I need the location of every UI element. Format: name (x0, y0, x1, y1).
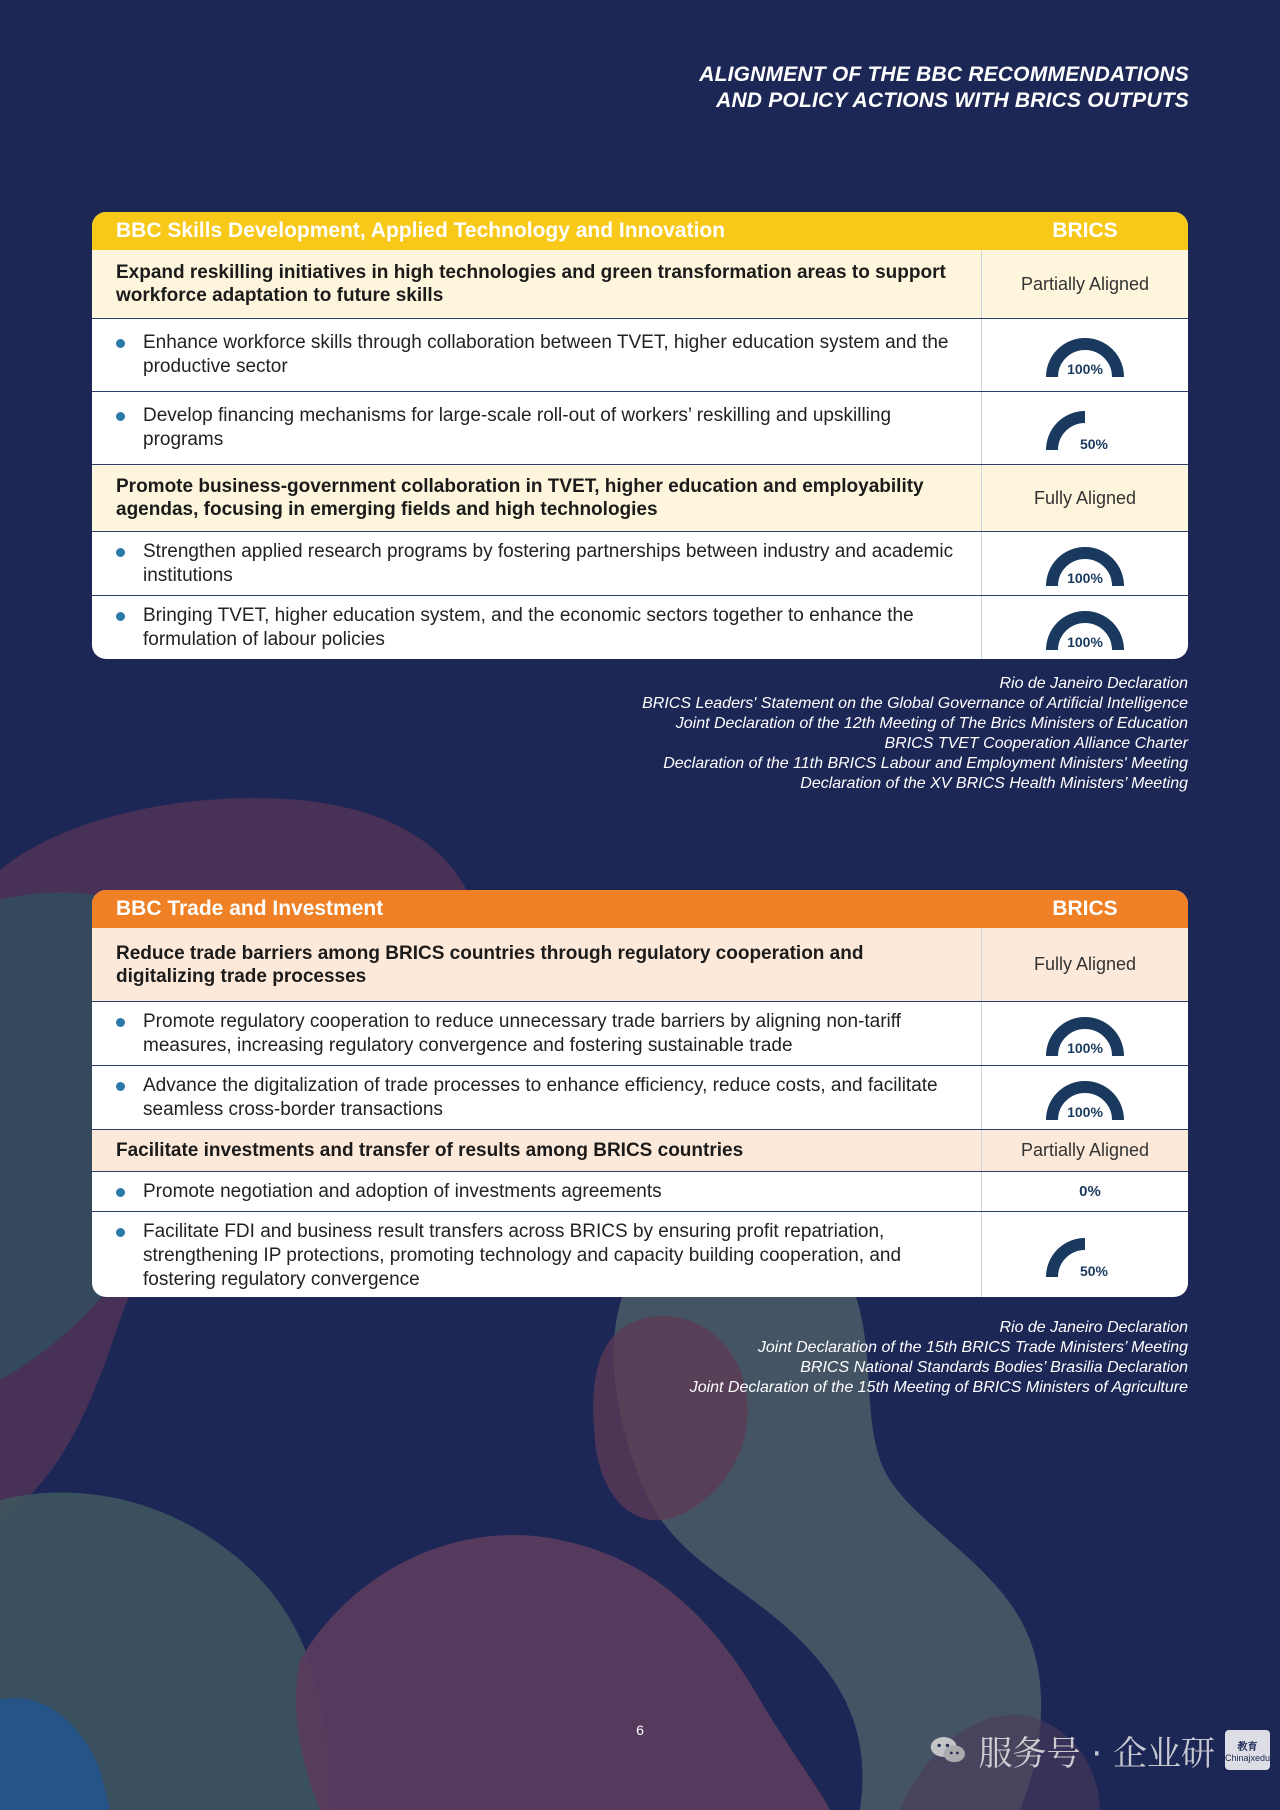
progress-label: 100% (1067, 1103, 1103, 1120)
source-reference: BRICS Leaders' Statement on the Global Governance of Artificial Intelligence (642, 695, 1188, 712)
recommendation-text: Promote business-government collaboration in TVET, higher education and employability agendas, focusing in emerging fields and high technologies (92, 465, 982, 531)
policy-action-text: Strengthen applied research programs by fostering partnerships between industry and academic institutions (143, 541, 954, 586)
source-reference: Joint Declaration of the 15th BRICS Trade Ministers’ Meeting (757, 1339, 1188, 1356)
policy-action-row (92, 1171, 1188, 1211)
source-reference: Declaration of the XV BRICS Health Ministers’ Meeting (800, 775, 1188, 792)
brics-column-header: BRICS (1052, 897, 1118, 920)
bullet-icon (116, 612, 125, 621)
category-title: BBC Trade and Investment (116, 897, 384, 920)
policy-action-text: Develop financing mechanisms for large-scale roll-out of workers’ reskilling and upskilling programs (143, 405, 892, 450)
bullet-icon (116, 412, 125, 421)
progress-gauge (1040, 540, 1130, 588)
sources-list (690, 1318, 1188, 1398)
source-reference: Joint Declaration of the 15th Meeting of BRICS Ministers of Agriculture (689, 1379, 1188, 1396)
policy-action-text: Bringing TVET, higher education system, and the economic sectors together to enhance the formulation of labour policies (143, 605, 914, 650)
document-title (699, 62, 1189, 114)
recommendation-row (92, 928, 1188, 1001)
policy-action-text: Advance the digitalization of trade processes to enhance efficiency, reduce costs, and facilitate seamless cross-border transactions (143, 1075, 938, 1120)
recommendation-row (92, 250, 1188, 318)
watermark-text: 服务号 · 企业研 (978, 1733, 1215, 1774)
table-header (92, 212, 1188, 250)
sources-list (642, 674, 1188, 794)
alignment-status: Fully Aligned (1033, 954, 1137, 974)
page-number: 6 (636, 1722, 644, 1738)
progress-label: 100% (1067, 569, 1103, 586)
progress-label: 0% (1079, 1183, 1101, 1200)
progress-gauge (1040, 1010, 1130, 1058)
document-title-line2: AND POLICY ACTIONS WITH BRICS OUTPUTS (716, 89, 1189, 112)
progress-label: 100% (1067, 1039, 1103, 1056)
policy-action-row (92, 531, 1188, 595)
policy-action-text: Facilitate FDI and business result transfers across BRICS by ensuring profit repatriation, strengthening IP protections, promoting technology and capacity building cooperation, and fostering regulatory convergence (143, 1221, 902, 1290)
category-title: BBC Skills Development, Applied Technology and Innovation (116, 219, 726, 242)
policy-action-row (92, 595, 1188, 659)
bullet-icon (116, 1082, 125, 1091)
bullet-icon (116, 339, 125, 348)
table-header (92, 890, 1188, 928)
recommendation-text: Facilitate investments and transfer of results among BRICS countries (92, 1130, 982, 1171)
progress-gauge (1040, 331, 1130, 379)
progress-gauge (1040, 1074, 1130, 1122)
policy-action-row (92, 1065, 1188, 1129)
recommendation-row (92, 464, 1188, 531)
alignment-status: Partially Aligned (1020, 273, 1150, 294)
bullet-icon (116, 1018, 125, 1027)
policy-action-row (92, 391, 1188, 464)
wechat-icon (930, 1731, 967, 1769)
progress-label: 50% (1079, 436, 1109, 452)
source-reference: BRICS National Standards Bodies’ Brasilia Declaration (800, 1359, 1188, 1376)
policy-action-text: Promote regulatory cooperation to reduce unnecessary trade barriers by aligning non-tariff measures, increasing regulatory convergence and fostering sustainable trade (143, 1011, 901, 1056)
alignment-status: Partially Aligned (1020, 1140, 1150, 1160)
progress-gauge (1040, 1231, 1130, 1279)
trade-alignment-table (92, 890, 1188, 1297)
source-reference: Rio de Janeiro Declaration (999, 675, 1188, 692)
progress-label: 50% (1079, 1262, 1109, 1279)
source-reference: Declaration of the 11th BRICS Labour and Employment Ministers' Meeting (663, 755, 1188, 772)
policy-action-text: Enhance workforce skills through collaboration between TVET, higher education system and the productive sector (143, 332, 949, 377)
progress-gauge (1040, 604, 1130, 652)
progress-gauge (1040, 404, 1130, 452)
policy-action-row (92, 318, 1188, 391)
brics-column-header: BRICS (1052, 219, 1118, 242)
chinajxedu-logo: 教育 Chinajxedu (1225, 1730, 1270, 1770)
watermark (930, 1720, 1270, 1780)
source-reference: BRICS TVET Cooperation Alliance Charter (884, 735, 1188, 752)
recommendation-text: Expand reskilling initiatives in high technologies and green transformation areas to support workforce adaptation to future skills (92, 250, 982, 318)
skills-alignment-table (92, 212, 1188, 659)
bullet-icon (116, 548, 125, 557)
bullet-icon (116, 1188, 125, 1197)
source-reference: Rio de Janeiro Declaration (999, 1319, 1188, 1336)
document-title-line1: ALIGNMENT OF THE BBC RECOMMENDATIONS (699, 63, 1189, 86)
recommendation-row (92, 1129, 1188, 1171)
source-reference: Joint Declaration of the 12th Meeting of The Brics Ministers of Education (675, 715, 1188, 732)
policy-action-text: Promote negotiation and adoption of investments agreements (143, 1181, 662, 1202)
recommendation-text: Reduce trade barriers among BRICS countries through regulatory cooperation and digitalizing trade processes (92, 928, 982, 1001)
policy-action-row (92, 1001, 1188, 1065)
progress-label: 100% (1067, 361, 1103, 377)
alignment-status: Fully Aligned (1033, 487, 1137, 508)
bullet-icon (116, 1228, 125, 1237)
progress-label: 100% (1067, 633, 1103, 650)
policy-action-row (92, 1211, 1188, 1297)
